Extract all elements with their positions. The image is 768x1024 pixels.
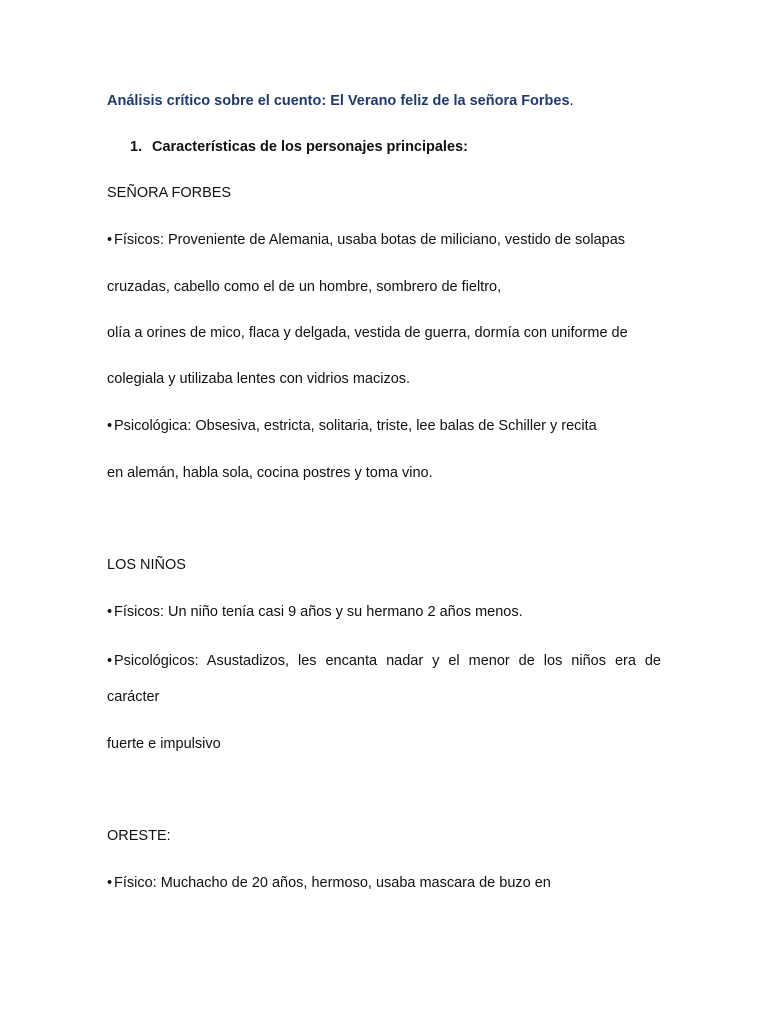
ninos-psico-line-2: carácter [107, 689, 160, 705]
paragraph-text: Físicos: Un niño tenía casi 9 años y su hermano 2 años menos. [114, 604, 523, 620]
document-title [107, 92, 574, 110]
section-heading-text: Características de los personajes principales: [152, 139, 468, 155]
paragraph-text: Psicológicos: Asustadizos, les encanta nadar y el menor de los niños era de [114, 653, 661, 669]
section-number: 1. [130, 139, 143, 155]
character-label-forbes: SEÑORA FORBES [107, 185, 232, 201]
character-label-ninos: LOS NIÑOS [107, 557, 186, 573]
document-title-period: . [569, 93, 574, 109]
forbes-fisicos-line-4: colegiala y utilizaba lentes con vidrios macizos. [107, 371, 411, 387]
paragraph-text: Físicos: Proveniente de Alemania, usaba botas de miliciano, vestido de solapas [114, 232, 626, 248]
bullet-icon: • [107, 418, 113, 434]
document-title-text: Análisis crítico sobre el cuento: El Verano feliz de la señora Forbes [107, 93, 570, 109]
ninos-psico-line-3: fuerte e impulsivo [107, 736, 221, 752]
character-label-oreste: ORESTE: [107, 828, 171, 844]
bullet-icon: • [107, 604, 113, 620]
forbes-psico-line-1 [107, 417, 597, 435]
ninos-fisicos-line [107, 603, 523, 621]
paragraph-text: Psicológica: Obsesiva, estricta, solitaria, triste, lee balas de Schiller y recita [114, 418, 597, 434]
oreste-fisico-line [107, 874, 551, 892]
bullet-icon: • [107, 875, 113, 891]
bullet-icon: • [107, 232, 113, 248]
forbes-fisicos-line-3: olía a orines de mico, flaca y delgada, vestida de guerra, dormía con uniforme de [107, 325, 628, 341]
forbes-fisicos-line-1 [107, 231, 625, 249]
ninos-psico-line-1 [107, 652, 661, 670]
forbes-psico-line-2: en alemán, habla sola, cocina postres y toma vino. [107, 465, 433, 481]
bullet-icon: • [107, 653, 113, 669]
paragraph-text: Físico: Muchacho de 20 años, hermoso, usaba mascara de buzo en [114, 875, 551, 891]
forbes-fisicos-line-2: cruzadas, cabello como el de un hombre, sombrero de fieltro, [107, 279, 502, 295]
section-heading [130, 138, 468, 156]
